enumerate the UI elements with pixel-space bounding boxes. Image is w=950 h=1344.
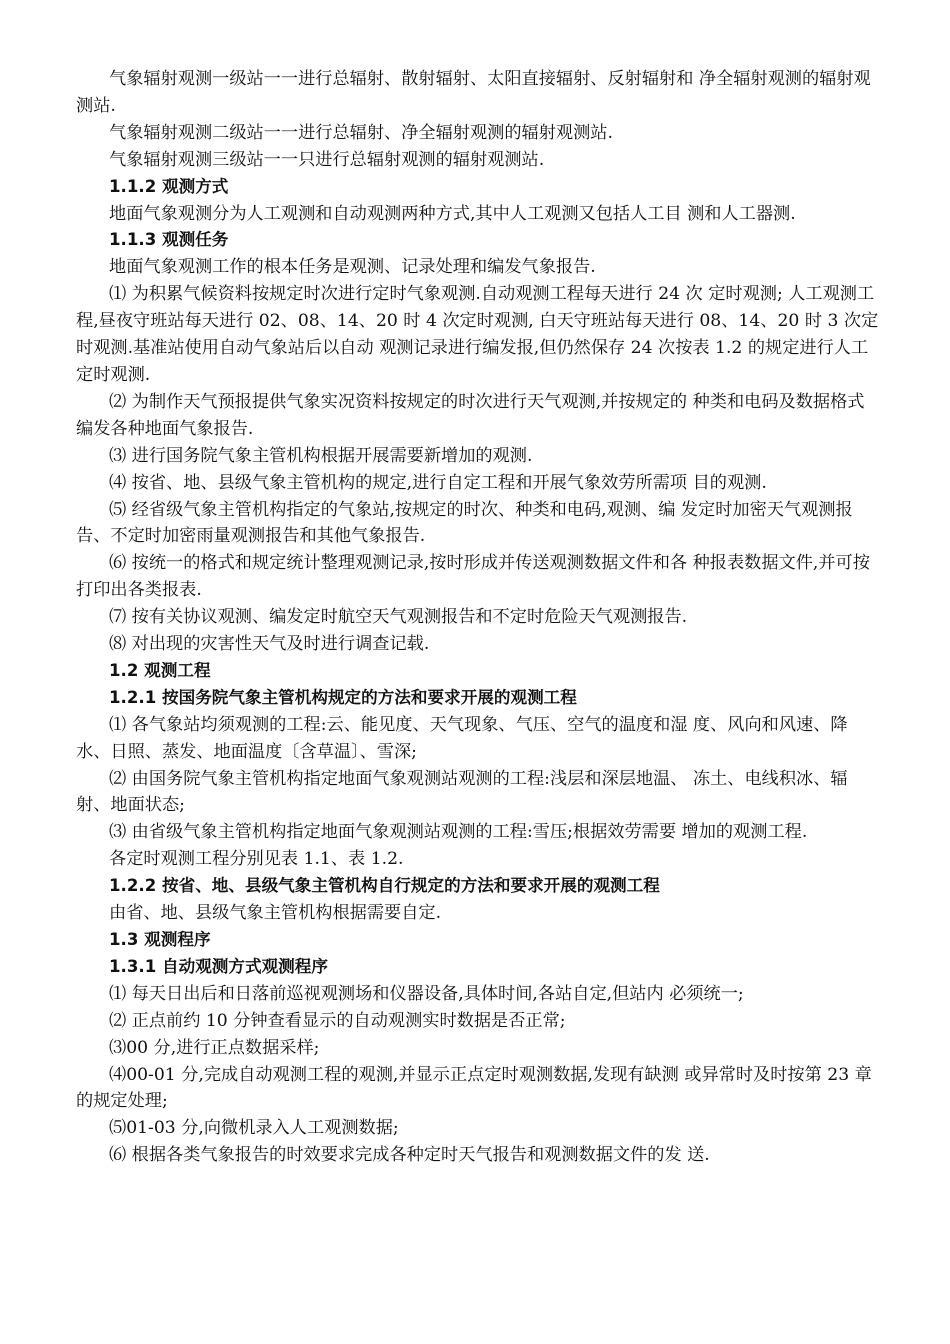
- document-page: [76, 66, 880, 1169]
- list-item-task-2: ⑵ 为制作天气预报提供气象实况资料按规定的时次进行天气观测,并按规定的 种类和电码及数据格式编发各种地面气象报告.: [76, 391, 865, 439]
- paragraph-station-level-1: 气象辐射观测一级站一一进行总辐射、散射辐射、太阳直接辐射、反射辐射和 净全辐射观测的辐射观测站.: [76, 69, 871, 116]
- paragraph-local-self-defined: 由省、地、县级气象主管机构根据需要自定.: [109, 903, 442, 924]
- heading-1-2-2: 1.2.2 按省、地、县级气象主管机构自行规定的方法和要求开展的观测工程: [109, 876, 660, 896]
- paragraph-station-level-2: 气象辐射观测二级站一一进行总辐射、净全辐射观测的辐射观测站.: [109, 122, 613, 143]
- paragraph-basic-task: 地面气象观测工作的根本任务是观测、记录处理和编发气象报告.: [109, 257, 596, 278]
- list-item-task-8: ⑻ 对出现的灾害性天气及时进行调查记载.: [109, 634, 430, 655]
- heading-1-2: 1.2 观测工程: [109, 660, 211, 680]
- paragraph-observation-modes: 地面气象观测分为人工观测和自动观测两种方式,其中人工观测又包括人工目 测和人工器测.: [109, 203, 796, 224]
- paragraph-table-reference: 各定时观测工程分别见表 1.1、表 1.2.: [109, 849, 404, 870]
- heading-1-2-1: 1.2.1 按国务院气象主管机构规定的方法和要求开展的观测工程: [109, 687, 577, 707]
- heading-1-3: 1.3 观测程序: [109, 930, 211, 949]
- list-item-procedure-2: ⑵ 正点前约 10 分钟查看显示的自动观测实时数据是否正常;: [109, 1010, 566, 1031]
- list-item-procedure-5: ⑸01-03 分,向微机录入人工观测数据;: [109, 1118, 399, 1139]
- list-item-task-7: ⑺ 按有关协议观测、编发定时航空天气观测报告和不定时危险天气观测报告.: [109, 607, 688, 628]
- heading-1-3-1: 1.3.1 自动观测方式观测程序: [109, 956, 328, 976]
- list-item-task-6: ⑹ 按统一的格式和规定统计整理观测记录,按时形成并传送观测数据文件和各 种报表数据文件,并可按打印出各类报表.: [76, 553, 870, 601]
- list-item-task-3: ⑶ 进行国务院气象主管机构根据开展需要新增加的观测.: [109, 445, 533, 466]
- list-item-procedure-6: ⑹ 根据各类气象报告的时效要求完成各种定时天气报告和观测数据文件的发 送.: [109, 1145, 710, 1166]
- list-item-project-1: ⑴ 各气象站均须观测的工程:云、能见度、天气现象、气压、空气的温度和湿 度、风向和风速、降水、日照、蒸发、地面温度〔含草温〕、雪深;: [76, 714, 848, 762]
- list-item-task-4: ⑷ 按省、地、县级气象主管机构的规定,进行自定工程和开展气象效劳所需项 目的观测.: [109, 472, 767, 493]
- list-item-project-2: ⑵ 由国务院气象主管机构指定地面气象观测站观测的工程:浅层和深层地温、 冻土、电线积冰、辐射、地面状态;: [76, 768, 848, 816]
- list-item-project-3: ⑶ 由省级气象主管机构指定地面气象观测站观测的工程:雪压;根据效劳需要 增加的观测工程.: [109, 822, 808, 843]
- paragraph-station-level-3: 气象辐射观测三级站一一只进行总辐射观测的辐射观测站.: [109, 149, 545, 170]
- list-item-task-1: ⑴ 为积累气候资料按规定时次进行定时气象观测.自动观测工程每天进行 24 次 定时观测; 人工观测工程,昼夜守班站每天进行 02、08、14、20 时 4 次定时观测, 白天守班站每天进行 08、14、20 时 3 次定时观测.基准站使用自动气象站后以自动 观测记录进行编发报,但仍然保存 24 次按表 1.2 的规定进行人工定时观测.: [76, 284, 879, 385]
- list-item-task-5: ⑸ 经省级气象主管机构指定的气象站,按规定的时次、种类和电码,观测、编 发定时加密天气观测报告、不定时加密雨量观测报告和其他气象报告.: [76, 499, 853, 547]
- heading-1-1-2: 1.1.2 观测方式: [109, 176, 229, 196]
- list-item-procedure-3: ⑶00 分,进行正点数据采样;: [109, 1037, 320, 1058]
- list-item-procedure-4: ⑷00-01 分,完成自动观测工程的观测,并显示正点定时观测数据,发现有缺测 或异常时及时按第 23 章的规定处理;: [76, 1064, 872, 1112]
- heading-1-1-3: 1.1.3 观测任务: [109, 230, 229, 250]
- list-item-procedure-1: ⑴ 每天日出后和日落前巡视观测场和仪器设备,具体时间,各站自定,但站内 必须统一;: [109, 983, 744, 1004]
